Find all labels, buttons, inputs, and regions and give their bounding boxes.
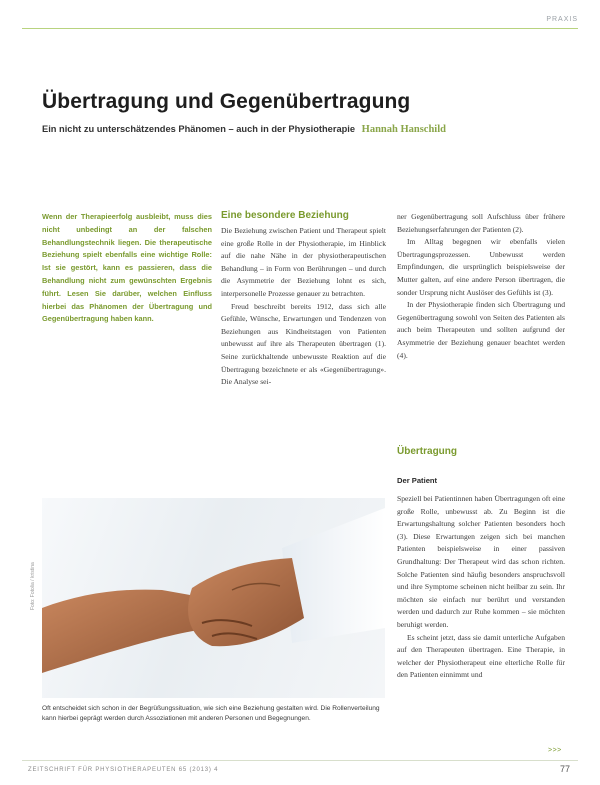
author-name: Hannah Hanschild bbox=[361, 124, 446, 135]
column-2 bbox=[221, 225, 386, 389]
paragraph: Im Alltag begegnen wir ebenfalls vielen Übertragungsprozessen. Unbewusst werden Empfindungen, die ursprünglich beispielsweise der Mutter galten, auf eine andere Person übertragen, die sonder Ursprung nicht Auslöser des Gefühls ist (3). bbox=[397, 237, 565, 297]
left-forearm bbox=[42, 590, 212, 673]
paragraph: Freud beschreibt bereits 1912, dass sich alle Gefühle, Wünsche, Erwartungen und Tendenzen von Beziehungen aus Kindheitstagen von Patienten unbewusst auf ihre als Therapeuten übertragen (1). Seine zurückhaltende unbewusste Reaktion auf die Übertragung bezeichnete er als «Gegenübertragung». Die Analyse sei- bbox=[221, 301, 386, 387]
journal-footer: ZEITSCHRIFT FÜR PHYSIOTHERAPEUTEN 65 (2013) 4 bbox=[28, 767, 219, 773]
right-sleeve bbox=[282, 508, 385, 643]
column-3 bbox=[397, 211, 565, 362]
section-tag: PRAXIS bbox=[546, 16, 578, 23]
continue-marker: >>> bbox=[548, 747, 562, 754]
subheading-patient: Der Patient bbox=[397, 476, 438, 485]
subtitle-text: Ein nicht zu unterschätzendes Phänomen – auch in der Physiotherapie bbox=[42, 124, 356, 134]
footer-rule bbox=[22, 760, 578, 761]
paragraph: Die Beziehung zwischen Patient und Therapeut spielt eine große Rolle in der Physiotherapie, im Hinblick auf die nahe Nähe in der physiotherapeutischen Behandlung – in Form von Berührungen – und durch die Asymmetrie der Beziehung lohnt es sich, interpersonelle Prozesse genauer zu betrachten. bbox=[221, 226, 386, 298]
column-3-lower bbox=[397, 493, 565, 682]
paragraph: Es scheint jetzt, dass sie damit unterliche Aufgaben auf den Therapeuten übertragen. Eine Therapie, in welcher der Physiotherapeut eine elterliche Rolle für den Patienten einnimmt und bbox=[397, 632, 565, 680]
top-rule bbox=[22, 28, 578, 29]
photo-caption: Oft entscheidet sich schon in der Begrüßungssituation, wie sich eine Beziehung gestalten wird. Die Rollenverteilung kann hierbei geprägt werden durch Assoziationen mit anderen Personen und Begegnungen. bbox=[42, 705, 380, 723]
handshake-photo bbox=[42, 498, 385, 698]
section-heading-beziehung: Eine besondere Beziehung bbox=[221, 210, 349, 221]
article-title: Übertragung und Gegenübertragung bbox=[42, 90, 411, 113]
paragraph: Speziell bei Patientinnen haben Übertragungen oft eine große Rolle, unbewusst ab. Zu Beginn ist die Erwartungshaltung solcher Patienten besonders hoch (3). Diese Erwartungen zeigen sich bei manchen Patienten beispielsweise in einer passiven Grundhaltung: Der Therapeut wird das schon richten. Solche Patienten sind häufig besonders anspruchsvoll und ihre Symptome scheinen nicht heilbar zu sein. Ihr möchten sie einfach nur berührt und verstanden werden und dadurch zur Ruhe kommen – sie möchten beruhigt werden. bbox=[397, 494, 565, 629]
page-number: 77 bbox=[559, 764, 570, 774]
handshake-illustration bbox=[42, 498, 385, 698]
intro-lead: Wenn der Therapieerfolg ausbleibt, muss dies nicht unbedingt an der falschen Behandlungstechnik liegen. Die therapeutische Beziehung spielt ebenfalls eine wichtige Rolle: Ist sie gestört, kann es passieren, dass die Behandlung nicht zum gewünschten Ergebnis führt. Lesen Sie darüber, welchen Einfluss hierbei das Phänomen der Übertragung und Gegenübertragung haben kann. bbox=[42, 212, 212, 324]
photo-credit: Foto: Fotolia / kristina bbox=[30, 562, 36, 610]
paragraph: ner Gegenübertragung soll Aufschluss über frühere Beziehungserfahrungen der Patienten (2). bbox=[397, 212, 565, 234]
article-subtitle bbox=[42, 124, 572, 135]
paragraph: In der Physiotherapie finden sich Übertragung und Gegenübertragung sowohl von Seiten des Patienten als auch beim Therapeuten und sollten aufgrund der Asymmetrie der Beziehung genauer beachtet werden (4). bbox=[397, 300, 565, 360]
clasped-hands bbox=[188, 558, 304, 646]
section-heading-uebertragung: Übertragung bbox=[397, 446, 457, 457]
